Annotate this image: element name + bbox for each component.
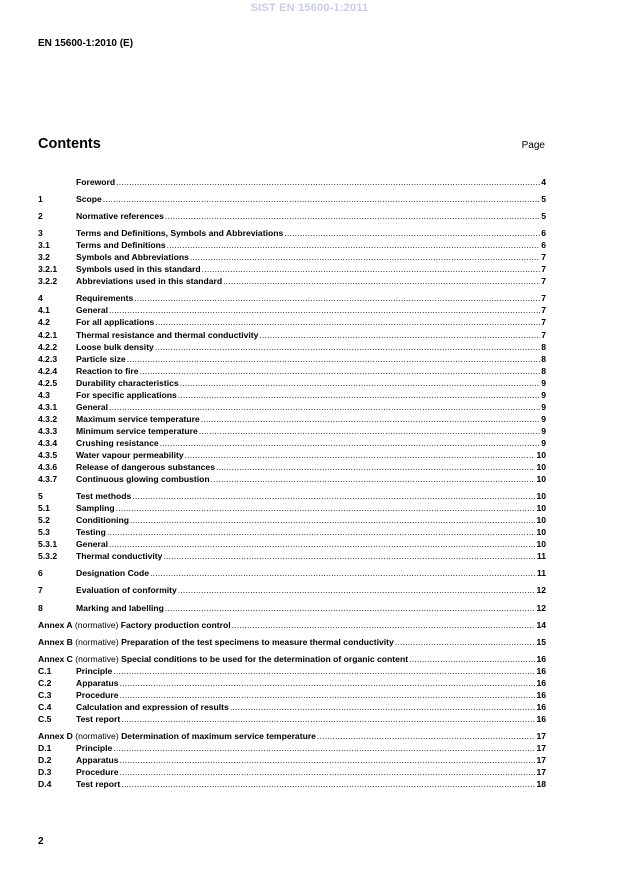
page-number: 2 xyxy=(38,836,44,847)
toc-dot-leader xyxy=(120,766,536,778)
toc-entry-title: Sampling xyxy=(76,503,115,514)
toc-entry[interactable] xyxy=(38,389,546,401)
toc-entry-number: 5.1 xyxy=(38,503,50,514)
toc-dot-leader xyxy=(185,449,536,461)
toc-page-number: 7 xyxy=(541,293,546,304)
toc-entry-title: For all applications xyxy=(76,317,155,328)
toc-page-number: 7 xyxy=(541,305,546,316)
toc-entry-title: Symbols used in this standard xyxy=(76,264,201,275)
toc-entry[interactable] xyxy=(38,263,546,275)
toc-entry-title: Scope xyxy=(76,194,102,205)
toc-dot-leader xyxy=(127,353,541,365)
toc-entry-number: D.2 xyxy=(38,755,52,766)
toc-dot-leader xyxy=(259,329,540,341)
toc-section xyxy=(38,490,546,562)
toc-entry-number: 4 xyxy=(38,293,43,304)
toc-dot-leader xyxy=(202,263,541,275)
toc-entry-title: Test report xyxy=(76,713,121,724)
toc-entry-number: 4.2.5 xyxy=(38,377,58,388)
toc-section xyxy=(38,292,546,485)
toc-page-number: 16 xyxy=(536,677,546,688)
toc-page-number: 12 xyxy=(536,602,546,613)
toc-section xyxy=(38,636,546,648)
toc-entry[interactable] xyxy=(38,538,546,550)
toc-entry-number: D.4 xyxy=(38,779,52,790)
toc-page-number: 9 xyxy=(541,413,546,424)
toc-entry-title: Requirements xyxy=(76,293,134,304)
toc-page-number: 16 xyxy=(536,665,546,676)
toc-entry-title: General xyxy=(76,401,109,412)
toc-entry[interactable] xyxy=(38,665,546,677)
toc-entry-title: Durability characteristics xyxy=(76,377,179,388)
toc-entry[interactable] xyxy=(38,377,546,389)
toc-entry-title: Principle xyxy=(76,665,113,676)
toc-entry-number: 3.2 xyxy=(38,252,50,263)
toc-entry[interactable] xyxy=(38,304,546,316)
toc-entry-number: 3.2.2 xyxy=(38,276,58,287)
toc-entry[interactable] xyxy=(38,677,546,689)
toc-entry-title: Testing xyxy=(76,527,106,538)
toc-dot-leader xyxy=(317,730,535,742)
toc-page-number: 5 xyxy=(541,211,546,222)
toc-entry-title: Designation Code xyxy=(76,568,150,579)
table-of-contents xyxy=(38,176,546,795)
toc-page-number: 8 xyxy=(541,353,546,364)
page-column-label: Page xyxy=(521,140,545,151)
toc-entry[interactable] xyxy=(38,292,546,304)
toc-entry[interactable] xyxy=(38,239,546,251)
toc-entry-title: For specific applications xyxy=(76,389,177,400)
toc-page-number: 17 xyxy=(536,742,546,753)
toc-page-number: 9 xyxy=(541,401,546,412)
toc-section xyxy=(38,567,546,579)
toc-entry-number: 4.3.2 xyxy=(38,413,58,424)
toc-entry-title: Apparatus xyxy=(76,677,119,688)
toc-annex-label: Annex C xyxy=(38,653,73,664)
toc-entry[interactable] xyxy=(38,778,546,790)
toc-entry[interactable] xyxy=(38,353,546,365)
toc-dot-leader xyxy=(134,292,540,304)
toc-entry-title: Conditioning xyxy=(76,515,129,526)
toc-dot-leader xyxy=(132,490,535,502)
toc-entry[interactable] xyxy=(38,502,546,514)
toc-entry[interactable] xyxy=(38,713,546,725)
toc-entry[interactable] xyxy=(38,251,546,263)
toc-entry[interactable] xyxy=(38,316,546,328)
toc-entry-number: D.1 xyxy=(38,742,52,753)
toc-page-number: 11 xyxy=(536,551,546,562)
toc-dot-leader xyxy=(216,461,535,473)
toc-entry-number: 5.3.1 xyxy=(38,539,58,550)
toc-entry-title: Principle xyxy=(76,742,113,753)
toc-page-number: 8 xyxy=(541,341,546,352)
toc-entry[interactable] xyxy=(38,437,546,449)
toc-dot-leader xyxy=(167,239,541,251)
toc-page-number: 7 xyxy=(541,329,546,340)
page-title: Contents xyxy=(38,136,101,152)
toc-dot-leader xyxy=(178,584,536,596)
toc-entry-number: 3 xyxy=(38,228,43,239)
toc-entry-title: Loose bulk density xyxy=(76,341,154,352)
toc-page-number: 15 xyxy=(536,636,546,647)
toc-dot-leader xyxy=(180,377,541,389)
toc-dot-leader xyxy=(140,365,541,377)
toc-entry-number: 4.1 xyxy=(38,305,50,316)
toc-dot-leader xyxy=(163,550,535,562)
toc-dot-leader xyxy=(201,413,541,425)
toc-annex-type: (normative) xyxy=(72,636,122,647)
toc-entry-title: Symbols and Abbreviations xyxy=(76,252,189,263)
toc-dot-leader xyxy=(178,389,540,401)
toc-section xyxy=(38,193,546,205)
toc-entry-title: Procedure xyxy=(76,689,119,700)
toc-page-number: 12 xyxy=(536,585,546,596)
toc-entry-title: Particle size xyxy=(76,353,126,364)
toc-entry-number: 4.2.4 xyxy=(38,365,58,376)
toc-entry-title: Water vapour permeability xyxy=(76,449,184,460)
toc-dot-leader xyxy=(109,538,535,550)
toc-dot-leader xyxy=(150,567,536,579)
toc-annex-label: Annex D xyxy=(38,730,73,741)
toc-entry[interactable] xyxy=(38,584,546,596)
toc-entry[interactable] xyxy=(38,461,546,473)
toc-dot-leader xyxy=(223,275,540,287)
toc-dot-leader xyxy=(409,653,535,665)
toc-dot-leader xyxy=(103,193,540,205)
toc-entry-number: D.3 xyxy=(38,767,52,778)
toc-entry-title: Reaction to fire xyxy=(76,365,139,376)
toc-annex-title: Determination of maximum service temperature xyxy=(121,730,316,741)
toc-page-number: 10 xyxy=(536,527,546,538)
toc-entry-number: 1 xyxy=(38,194,43,205)
toc-dot-leader xyxy=(165,210,540,222)
toc-dot-leader xyxy=(160,437,541,449)
toc-entry-number: 7 xyxy=(38,585,43,596)
toc-dot-leader xyxy=(109,304,540,316)
toc-entry-number: 4.2.1 xyxy=(38,329,58,340)
toc-entry-number: 6 xyxy=(38,568,43,579)
toc-entry-number: 4.2.3 xyxy=(38,353,58,364)
toc-dot-leader xyxy=(113,665,535,677)
toc-dot-leader xyxy=(121,713,535,725)
toc-dot-leader xyxy=(395,636,536,648)
toc-section xyxy=(38,210,546,222)
toc-entry-number: 4.3.7 xyxy=(38,474,58,485)
toc-entry-title: Release of dangerous substances xyxy=(76,462,215,473)
toc-dot-leader xyxy=(116,176,540,188)
toc-dot-leader xyxy=(120,754,536,766)
toc-entry-title xyxy=(38,636,394,648)
toc-section xyxy=(38,730,546,790)
toc-dot-leader xyxy=(165,602,536,614)
toc-page-number: 10 xyxy=(536,449,546,460)
toc-annex-type: (normative) xyxy=(72,730,122,741)
toc-page-number: 7 xyxy=(541,276,546,287)
document-id: EN 15600-1:2010 (E) xyxy=(38,38,134,49)
toc-entry-title: Crushing resistance xyxy=(76,437,159,448)
toc-entry-title: Thermal resistance and thermal conductivity xyxy=(76,329,259,340)
toc-page-number: 8 xyxy=(541,365,546,376)
toc-page-number: 10 xyxy=(536,474,546,485)
toc-entry-number: 5 xyxy=(38,491,43,502)
toc-section xyxy=(38,584,546,596)
toc-dot-leader xyxy=(120,677,536,689)
toc-entry[interactable] xyxy=(38,602,546,614)
toc-entry-number: C.2 xyxy=(38,677,52,688)
toc-dot-leader xyxy=(109,401,540,413)
toc-entry-title: Minimum service temperature xyxy=(76,425,198,436)
toc-entry[interactable] xyxy=(38,567,546,579)
toc-entry-title xyxy=(38,730,316,742)
toc-dot-leader xyxy=(190,251,540,263)
toc-entry-number: C.3 xyxy=(38,689,52,700)
toc-entry-title: Test report xyxy=(76,779,121,790)
toc-dot-leader xyxy=(230,701,536,713)
toc-entry[interactable] xyxy=(38,689,546,701)
toc-page-number: 16 xyxy=(536,653,546,664)
toc-dot-leader xyxy=(116,502,536,514)
toc-dot-leader xyxy=(232,619,536,631)
toc-dot-leader xyxy=(113,742,535,754)
toc-entry-title xyxy=(38,619,231,631)
toc-entry-number: 4.3 xyxy=(38,389,50,400)
toc-entry-number: 3.1 xyxy=(38,240,50,251)
toc-entry[interactable] xyxy=(38,742,546,754)
toc-page-number: 18 xyxy=(536,779,546,790)
toc-entry-title: Terms and Definitions xyxy=(76,240,166,251)
toc-entry[interactable] xyxy=(38,526,546,538)
toc-page-number: 10 xyxy=(536,491,546,502)
toc-entry[interactable] xyxy=(38,401,546,413)
toc-dot-leader xyxy=(130,514,535,526)
toc-entry-number: 4.2.2 xyxy=(38,341,58,352)
toc-entry[interactable] xyxy=(38,425,546,437)
toc-entry[interactable] xyxy=(38,365,546,377)
toc-page-number: 7 xyxy=(541,264,546,275)
toc-entry-number: 5.3.2 xyxy=(38,551,58,562)
toc-page-number: 6 xyxy=(541,228,546,239)
toc-entry[interactable] xyxy=(38,275,546,287)
toc-page-number: 10 xyxy=(536,462,546,473)
toc-entry-title: Thermal conductivity xyxy=(76,551,163,562)
toc-page-number: 16 xyxy=(536,689,546,700)
toc-entry[interactable] xyxy=(38,210,546,222)
toc-annex-title: Preparation of the test specimens to measure thermal conductivity xyxy=(121,636,394,647)
toc-page-number: 4 xyxy=(541,177,546,187)
toc-entry-number: 5.3 xyxy=(38,527,50,538)
toc-page-number: 9 xyxy=(541,377,546,388)
toc-entry[interactable] xyxy=(38,490,546,502)
toc-entry-title: Abbreviations used in this standard xyxy=(76,276,223,287)
toc-page-number: 17 xyxy=(536,730,546,741)
toc-entry-title xyxy=(38,653,408,665)
toc-entry-title: General xyxy=(76,539,109,550)
toc-entry-number: 4.3.3 xyxy=(38,425,58,436)
toc-dot-leader xyxy=(284,227,540,239)
toc-entry[interactable] xyxy=(38,473,546,485)
toc-page-number: 16 xyxy=(536,701,546,712)
toc-page-number: 17 xyxy=(536,755,546,766)
toc-entry-title: Foreword xyxy=(76,177,116,187)
toc-page-number: 9 xyxy=(541,425,546,436)
toc-entry-title: Maximum service temperature xyxy=(76,413,200,424)
toc-entry-number: 2 xyxy=(38,211,43,222)
toc-entry-number: 8 xyxy=(38,602,43,613)
toc-annex-title: Factory production control xyxy=(120,619,231,630)
toc-section xyxy=(38,619,546,631)
toc-section xyxy=(38,653,546,725)
toc-page-number: 14 xyxy=(536,619,546,630)
toc-entry-number: 3.2.1 xyxy=(38,264,58,275)
toc-entry-number: 4.3.4 xyxy=(38,437,58,448)
toc-annex-label: Annex B xyxy=(38,636,73,647)
toc-entry-title: Procedure xyxy=(76,767,119,778)
toc-entry[interactable] xyxy=(38,341,546,353)
toc-page-number: 7 xyxy=(541,317,546,328)
toc-entry[interactable] xyxy=(38,766,546,778)
toc-entry[interactable] xyxy=(38,449,546,461)
toc-entry-title: Terms and Definitions, Symbols and Abbreviations xyxy=(76,228,284,239)
toc-entry-number: 4.3.1 xyxy=(38,401,58,412)
toc-entry-title: Apparatus xyxy=(76,755,119,766)
watermark: SIST EN 15600-1:2011 xyxy=(250,2,369,14)
toc-entry-title: Continuous glowing combustion xyxy=(76,474,210,485)
toc-entry-title: Test methods xyxy=(76,491,132,502)
toc-section xyxy=(38,176,546,188)
toc-entry[interactable] xyxy=(38,514,546,526)
toc-dot-leader xyxy=(155,341,540,353)
toc-entry-number: 5.2 xyxy=(38,515,50,526)
toc-annex-label: Annex A xyxy=(38,619,73,630)
toc-entry[interactable] xyxy=(38,329,546,341)
toc-page-number: 17 xyxy=(536,767,546,778)
toc-entry-title: Evaluation of conformity xyxy=(76,585,177,596)
toc-section xyxy=(38,227,546,287)
toc-page-number: 10 xyxy=(536,503,546,514)
toc-page-number: 6 xyxy=(541,240,546,251)
toc-entry-number: 4.2 xyxy=(38,317,50,328)
toc-entry-number: C.1 xyxy=(38,665,52,676)
toc-entry[interactable] xyxy=(38,754,546,766)
toc-dot-leader xyxy=(107,526,536,538)
toc-entry[interactable] xyxy=(38,730,546,742)
toc-entry[interactable] xyxy=(38,193,546,205)
toc-annex-type: (normative) xyxy=(72,653,122,664)
toc-entry-number: C.4 xyxy=(38,701,52,712)
toc-dot-leader xyxy=(211,473,536,485)
toc-page-number: 10 xyxy=(536,515,546,526)
toc-entry-number: 4.3.5 xyxy=(38,449,58,460)
toc-section xyxy=(38,602,546,614)
toc-entry[interactable] xyxy=(38,619,546,631)
toc-page-number: 7 xyxy=(541,252,546,263)
toc-entry[interactable] xyxy=(38,701,546,713)
toc-page-number: 10 xyxy=(536,539,546,550)
toc-entry-title: Marking and labelling xyxy=(76,602,164,613)
toc-dot-leader xyxy=(199,425,540,437)
toc-entry[interactable] xyxy=(38,413,546,425)
toc-dot-leader xyxy=(121,778,535,790)
toc-entry[interactable] xyxy=(38,653,546,665)
toc-entry[interactable] xyxy=(38,636,546,648)
toc-entry[interactable] xyxy=(38,550,546,562)
toc-entry-number: C.5 xyxy=(38,713,52,724)
toc-entry-title: General xyxy=(76,305,109,316)
toc-annex-title: Special conditions to be used for the determination of organic content xyxy=(121,653,409,664)
toc-annex-type: (normative) xyxy=(72,619,121,630)
toc-entry-number: 4.3.6 xyxy=(38,462,58,473)
toc-entry[interactable] xyxy=(38,227,546,239)
toc-dot-leader xyxy=(120,689,536,701)
toc-entry-title: Normative references xyxy=(76,211,164,222)
toc-entry-title: Calculation and expression of results xyxy=(76,701,229,712)
toc-dot-leader xyxy=(155,316,540,328)
toc-page-number: 5 xyxy=(541,194,546,205)
toc-page-number: 16 xyxy=(536,713,546,724)
toc-page-number: 11 xyxy=(536,568,546,579)
toc-entry[interactable] xyxy=(38,176,546,188)
toc-page-number: 9 xyxy=(541,437,546,448)
toc-page-number: 9 xyxy=(541,389,546,400)
